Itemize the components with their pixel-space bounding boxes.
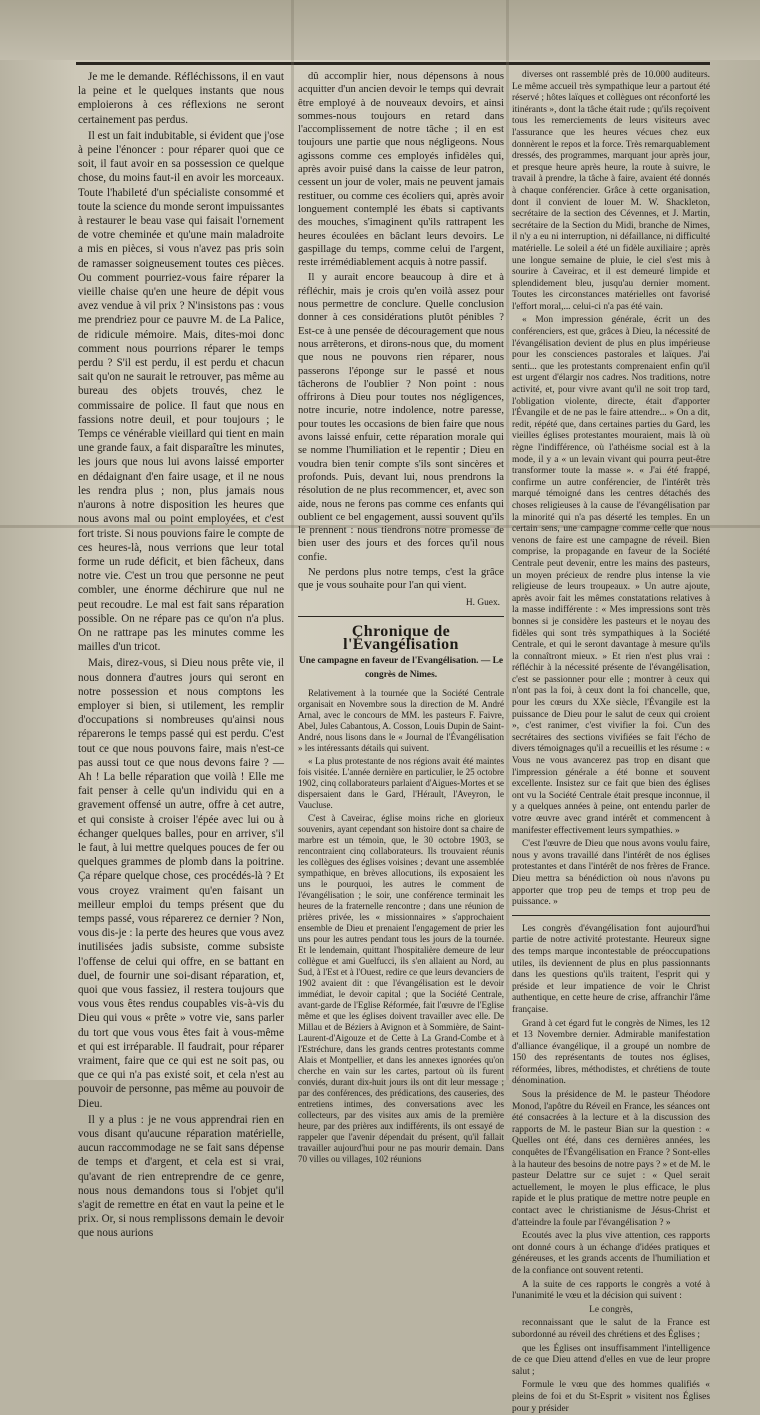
paragraph: Formule le vœu que des hommes qualifiés « pleins de foi et du St-Esprit » visitent nos Églises pour y présider xyxy=(512,1380,710,1414)
paragraph: Grand à cet égard fut le congrès de Nimes, les 12 et 13 Novembre dernier. Admirable manifestation d'alliance évangélique, il a groupé un nombre de 150 des représentants de toutes nos églises, réformées, libres, méthodistes, et chrétiens de toute dénomination. xyxy=(512,1018,710,1087)
chronique-heading: Chronique de l'Évangélisation xyxy=(343,622,459,654)
section-divider xyxy=(298,616,504,617)
article-signature: H. Guex. xyxy=(465,597,500,608)
paragraph: A la suite de ces rapports le congrès a voté à l'unanimité le vœu et la décision qui suivent : xyxy=(512,1279,710,1302)
paragraph: Sous la présidence de M. le pasteur Théodore Monod, l'apôtre du Réveil en France, les séances ont été consacrées à la lecture et à la discussion des rapports de M. le pasteur Bian sur la question : « Quelles ont été, dans ces dernières années, les conquêtes de l'Évangélisation en France ? Sont-elles à la hauteur des besoins de notre pays ? » et de M. le pasteur Delattre sur ce sujet : « Quel serait actuellement, le moyen le plus efficace, le plus rapide et le plus pratique de mettre notre peuple en contact avec le christianisme de Jésus-Christ et d'atteindre la foule par l'évangélisation ? » xyxy=(512,1090,710,1228)
header-rule xyxy=(76,62,710,65)
paragraph: « La plus protestante de nos régions avait été maintes fois visitée. L'année dernière en particulier, le 25 octobre 1902, cinq collaborateurs parlaient d'Aigues-Mortes et se dispersaient dans le Gard, l'Hérault, l'Aveyron, le Vaucluse. xyxy=(298,756,504,811)
paragraph: Ne perdons plus notre temps, c'est la grâce que je vous souhaite pour l'an qui vient. xyxy=(298,566,504,592)
paragraph: Ecoutés avec la plus vive attention, ces rapports ont donné cours à un échange d'idées pratiques et généreuses, et les grands accents de l'humiliation et de la confiance ont souvent retenti. xyxy=(512,1231,710,1276)
paragraph: Relativement à la tournée que la Société Centrale organisait en Novembre sous la direction de M. André Arnal, avec le concours de MM. les pasteurs F. Faivre, Abel, Jules Cabantous, A. Cosson, Louis Dupin de Saint-André, nous lisons dans le « Journal de l'Évangélisation » les intéressants détails qui suivent. xyxy=(298,688,504,754)
paragraph: Il est un fait indubitable, si évident que j'ose à peine l'énoncer : pour réparer quoi que ce soit, il faut avoir en sa possession ce quelque chose, du moins faut-il en avoir les morceaux. Toute l'habileté d'un spécialiste consommé et toute la science du monde seront impuissantes à restaurer le beau vase qui faisait l'ornement de votre cheminée et qu'une main maladroite a mis en pièces, si vous n'avez pas pris soin de ramasser soigneusement toutes ces pièces. Ou comment pourriez-vous faire réparer la vieille chaise qu'en une heure de dépit vous avez vendue à vil prix ? N'insistons pas : vous me prendriez pour ce pauvre M. de La Palice, de ridicule mémoire. Mais, dites-moi donc comment nous pourrions réparer le temps perdu ? S'il est perdu, il est perdu et chacun sait qu'on ne saurait le retrouver, pas même au bureau des objets trouvés, chez le commissaire de police. Il faut que nous en fassions notre deuil, et pour toujours ; le Temps ce vénérable vieillard qui tient en main une grande faux, a fait disparaître les minutes, les jours que nous lui avons laissé emporter en dédaignant d'en faire usage, et il ne nous les rendra plus ; non, plus jamais nous n'aurons à notre disposition les heures que nous avons mal ou point employées, et c'est fort triste. Si nous pouvions faire le compte de ces heures-là, nous verrions que leur total forme un rude déficit, et bien fâcheux, dans notre vie. C'est un trou que personne ne peut combler, une énorme déchirure que nul ne peut recoudre. Le mal est fait sans réparation possible. On ne répare pas ce qu'on n'a plus. On ne rattrape pas les minutes comme les mailles d'un tricot. xyxy=(78,129,284,654)
paragraph: Les congrès d'évangélisation font aujourd'hui partie de notre activité protestante. Heureux signe des temps marque incontestable de préoccupations utiles, ils deviennent de plus en plus passionnants dans les questions qu'ils traitent, l'esprit qui y préside et leur impatience de voir le Christ authentique, en cette heure de crise, affranchir l'âme française. xyxy=(512,923,710,1015)
page-top-margin xyxy=(0,0,760,60)
paragraph: que les Églises ont insuffisamment l'intelligence de ce que Dieu attend d'elles en vue de leur propre salut ; xyxy=(512,1343,710,1377)
paragraph: « Mon impression générale, écrit un des conférenciers, est que, grâces à Dieu, la nécessité de l'évangélisation devient de plus en plus impérieuse pour les consciences pastorales et laïques. J'ai senti... que les protestants comprenaient enfin qu'il est urgent d'élargir nos cadres. Nos traditions, notre activité, et, pour vivre avant qu'il ne soit trop tard, l'obligation violente, directe, était d'apporter l'Évangile et de ne pas le faire attendre... » On a dit, redit, répété que, dans certaines parties du Gard, les vieilles églises protestantes mouraient, mais là où règne l'indifférence, où l'athéisme social est à la mode, il y a « un levain vivant qui pourra peut-être transformer toute la masse ». « J'ai été frappé, confirme un autre conférencier, de l'intérêt très marqué témoigné dans les centres détachés des choses religieuses à la cause de l'évangélisation par la minorité qui n'a pas déserté les temples. En un certain sens, une campagne comme celle que nous venons de faire est une campagne de réveil. Bien comprise, la propagande en faveur de la Société Centrale peut devenir, entre les mains des pasteurs, un moyen précieux de rendre plus intense la vie religieuse de leurs troupeaux. » Un autre ajoute, après avoir fait les mêmes constatations relatives à la masse indifférente : « Mes impressions sont très bonnes si je considère les pasteurs et le noyau des fidèles qui sont très sympathiques à la Société Centrale, et qui le seront davantage à mesure qu'ils la connaîtront mieux. » Et rien n'est plus vrai : réfléchir à la nécessité présente de l'évangélisation, c'est se passionner pour elle ; montrer à ceux qui n'ont pas la foi, à ceux dont la foi chancelle, que, pour les cœurs du XXe siècle, l'Évangile est la puissance de Dieu pour le salut de ceux qui croient », c'est ranimer, c'est vivifier la foi. C'un des secrétaires des sections vivifiées se fait l'écho de divers témoignages qu'il a recueillis et les résume : « Vous ne vous avancerez pas trop en disant que l'impression générale a été bonne et souvent excellente. Insistez sur ce fait que bien des églises ont vu la Société Centrale était presque inconnue, il y a quelques années à peine, ont entendu parler de votre œuvre avec grand intérêt et commencent à manifester effectivement leurs sympathies. » xyxy=(512,315,710,836)
section-divider xyxy=(512,915,710,916)
paragraph: C'est l'œuvre de Dieu que nous avons voulu faire, nous y avons travaillé dans l'intérêt de nos églises protestantes et dans l'intérêt de nos frères de France. Dieu mettra sa bénédiction où nous n'avons pu apporter que trop peu de temps et trop peu de puissance. » xyxy=(512,839,710,908)
paragraph: dû accomplir hier, nous dépensons à nous acquitter d'un ancien devoir le temps qui devrait être employé à de nouveaux devoirs, et ainsi sommes-nous toujours en retard dans l'accomplissement de notre tâche ; il en est toujours une partie que nous négligeons. Nous agissons comme ces employés infidèles qui, après avoir puisé dans la caisse de leur patron, cessent un jour de voler, mais ne peuvent jamais restituer, ou comme ces écoliers qui, après avoir longuement contemplé les ébats si captivants des mouches, s'imaginent qu'ils rattrapent les heures écoulées en bâclant leurs devoirs. Le gaspillage du temps, comme celui de l'argent, reste irrémédiablement acquis à notre passif. xyxy=(298,71,504,269)
column-1 xyxy=(78,70,284,1240)
paragraph: Il y aurait encore beaucoup à dire et à réfléchir, mais je crois qu'en voilà assez pour nous permettre de conclure. Quelle conclusion donner à ces considérations plutôt pénibles ? Est-ce à une pensée de découragement que nous nous arrêterons, et dirons-nous que, du moment que nous ne pouvons rien réparer, nous passerons l'éponge sur le passé et nous tâcherons de l'oublier ? Non point : nous offrirons à Dieu pour toutes nos négligences, notre incurie, notre indolence, notre paresse, pour toutes les occasions de bien faire que nous avons laissé enfuir, cette réparation morale qui se nomme l'humiliation et le repentir ; Dieu en voudra bien tenir compte s'ils sont sincères et profonds. Puis, devant lui, nous prendrons la résolution de ne plus recommencer, et, avec son aide, nous ne ferons pas comme ces enfants qui oublient ce bel engagement, aussi souvent qu'ils le prennent : nous tiendrons notre promesse de bien user des jours et des forces qu'il nous confie. xyxy=(298,272,504,563)
chronique-subheading: Une campagne en faveur de l'Evangélisation. — Le congrès de Nimes. xyxy=(299,656,503,680)
fold-line-vertical xyxy=(506,0,509,1080)
column-2 xyxy=(298,70,504,1165)
paragraph: reconnaissant que le salut de la France est subordonné au réveil des chrétiens et des Églises ; xyxy=(512,1318,710,1340)
column-3 xyxy=(512,70,710,1414)
paragraph: Mais, direz-vous, si Dieu nous prête vie, il nous donnera d'autres jours qui seront en notre possession et nous comptons les employer si bien, si utilement, les remplir d'occupations si nombreuses qu'ainsi nous réparerons le temps passé qui est perdu. C'est tout ce que nous pouvons faire, mais n'est-ce pas aussi tout ce que nous devons faire ? — Ah ! La belle réparation que voilà ! Elle me fait penser à celle qu'un individu qui en a gravement offensé un autre, offre à cet autre, et qui consiste à croiser l'épée avec lui ou à échanger quelques balles, pour en arriver, s'il le faut, à lui mettre quelques pouces de fer ou quelques grammes de plomb dans la poitrine. Ça répare quelque chose, ces procédés-là ? Et vous croyez vraiment qu'en faisant un meilleur emploi du temps présent que du temps passé, vous réparerez ce dernier ? Non, vous dis-je : la perte des heures que vous avez inutilisées jadis subsiste, comme subsiste l'offense de celui qui offre, en se battant en duel, de fournir une soi-disant réparation, et, quoi que vous fassiez, il restera toujours que vous vous êtes rendus coupables vis-à-vis du Dieu qui vous « prête » votre vie, sans parler du tort que vous vous êtes fait à vous-même et qui est irréparable. Il faudrait, pour réparer vraiment, faire que ce qui est ne soit pas, ou que ce qui n'a pas existé soit, et cela n'est au pouvoir de personne, pas même au pouvoir de Dieu. xyxy=(78,657,284,1110)
paragraph: Le congrès, xyxy=(589,1304,633,1315)
paragraph: C'est à Caveirac, église moins riche en glorieux souvenirs, ayant cependant son histoire dont sa chaire de marbre est un témoin, que, le 30 octobre 1903, se rencontraient cinq collaborateurs. Ils trouvaient réunis les collègues des églises voisines ; devant une assemblée sympathique, en brèves allocutions, ils exposaient les uns le pourquoi, les autres le comment de l'évangélisation ; le soir, une conférence terminait les heures de la fraternelle rencontre ; dans une réunion de prières privée, les « missionnaires » s'approchaient ensemble de Dieu et prenaient l'engagement de prier les uns pour les autres pendant tous les jours de la tournée. Et le lendemain, quittant l'hospitalière demeure de leur collègue et ami Guelfucci, ils s'en allaient au Nord, au Sud, à l'Est et à l'Ouest, redire ce que leurs devanciers de 1902 avaient dit : que l'évangélisation est le devoir immédiat, le devoir capital ; que la Société Centrale, avant-garde de l'Eglise Réformée, fait l'œuvre de l'Eglise même et que les églises doivent travailler avec elle. De Millau et de Béziers à Avignon et à Sommière, de Saint-Laurent-d'Aigouze et de Cette à La Grand-Combe et à l'Estréchure, dans les grands centres protestants comme Alais et Montpellier, et dans les annexes ignorées qu'on cherche en vain sur les cartes, partout où ils furent conviés, durant dix-huit jours ils ont dit leur message ; par des conférences, des prédications, des causeries, des entretiens intimes, des conversations avec les collecteurs, par des visites aux amis de la première heure, par des prières aux indifférents, ils ont essayé de rappeler que l'avenir dépendait du présent, qu'il fallait travailler aujourd'hui pour ne pas mourir demain. Dans 70 villes ou villages, 102 réunions xyxy=(298,813,504,1165)
paragraph: Je me le demande. Réfléchissons, il en vaut la peine et le quelques instants que nous emploierons à ces réflexions ne seront certainement pas perdus. xyxy=(78,71,284,126)
paragraph: diverses ont rassemblé près de 10.000 auditeurs. Le même accueil très sympathique leur a partout été réservé ; hôtes laïques et collègues ont réconforté les itinérants », dont la tâche était rude ; qu'ils reçoivent tous les remerciements de leurs visiteurs avec l'assurance que les heures vécues chez eux donnèrent le repos et la force. Très remarquablement dressés, des programmes, marquant jour après jour, et presque heure après heure, la route à suivre, le travail à prendre, la tâche à faire, avaient été donnés à chaque conférencier. Grâce à cette organisation, dont il convient de louer M. W. Shackleton, secrétaire de la section des Cévennes, et J. Martin, secrétaire de la Section du Midi, branche de Nimes, il n'y a eu ni interruption, ni défaillance, ni difficulté matérielle. Le soleil a été un fidèle auxiliaire ; après une longue semaine de pluie, le ciel s'est mis à sourire à Caveirac, et il est demeuré limpide et splendidement bleu, jusqu'au dernier moment. Toutes les circonstances matérielles ont favorisé l'effort moral,... celui-ci n'a pas été vain. xyxy=(512,70,710,312)
fold-line-vertical xyxy=(291,0,294,1080)
paragraph: Il y a plus : je ne vous apprendrai rien en vous disant qu'aucune réparation matérielle, aucun raccommodage ne se fait sans dépense de temps et d'argent, et cela est si vrai, qu'avant de rien entreprendre de ce genre, nous nous demandons tous si l'objet qu'il s'agit de remettre en état en vaut la peine et le prix. Or, si nous remplissons demain le devoir que nous aurions xyxy=(78,1113,284,1240)
